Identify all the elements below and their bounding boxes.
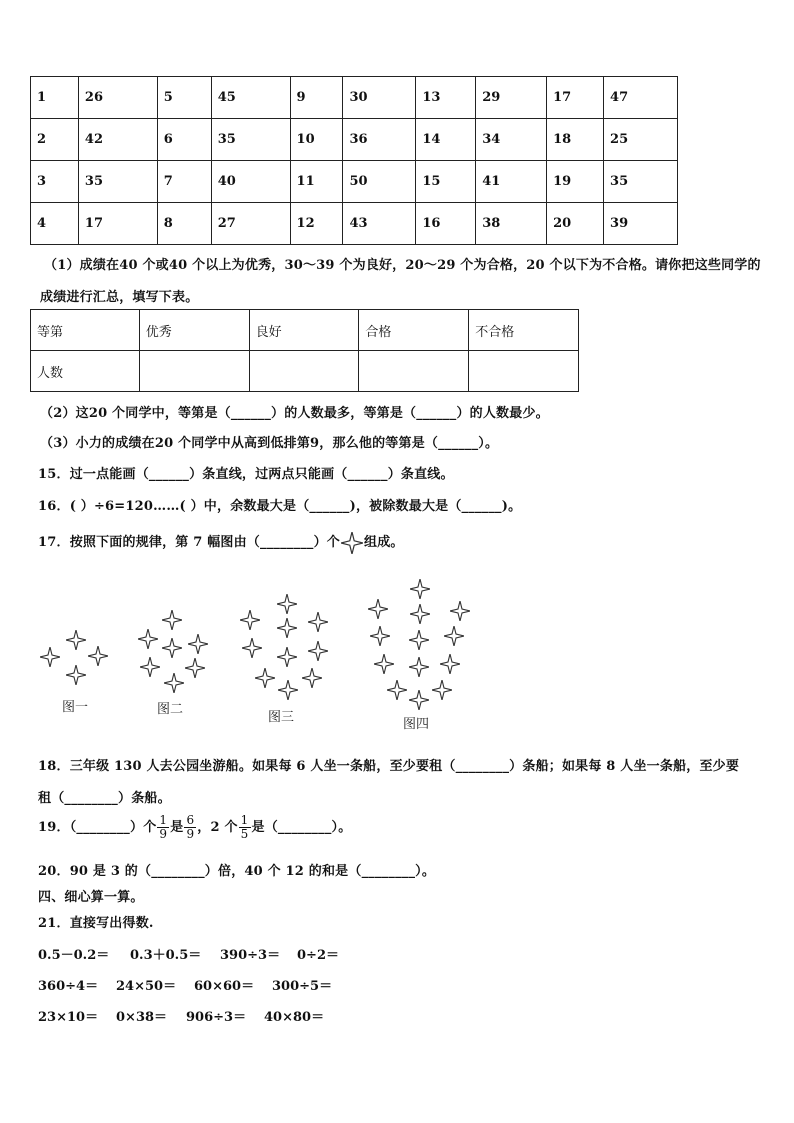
score-cell: 35 xyxy=(211,119,290,161)
score-cell: 42 xyxy=(78,119,157,161)
score-cell: 39 xyxy=(604,203,678,245)
score-cell: 41 xyxy=(476,161,547,203)
calc-item: 0.3＋0.5＝ xyxy=(130,948,202,963)
student-number-cell: 9 xyxy=(290,77,343,119)
score-cell: 26 xyxy=(78,77,157,119)
calc-item: 0×38＝ xyxy=(116,1010,168,1025)
four-point-star-icon xyxy=(387,680,407,700)
figure-label-4: 图四 xyxy=(403,717,430,732)
grade-summary-table xyxy=(30,309,579,392)
figure-label-2: 图二 xyxy=(157,702,184,717)
grade-header-cell: 合格 xyxy=(359,310,469,351)
figure-label-3: 图三 xyxy=(268,710,295,725)
calc-row xyxy=(38,944,357,963)
calc-item: 23×10＝ xyxy=(38,1010,99,1025)
calc-item: 0÷2＝ xyxy=(297,948,339,963)
four-point-star-icon xyxy=(444,626,464,646)
student-number-cell: 10 xyxy=(290,119,343,161)
grade-header-cell: 等第 xyxy=(31,310,140,351)
student-number-cell: 15 xyxy=(416,161,476,203)
q17-text-before: 17．按照下面的规律，第 7 幅图由（________）个 xyxy=(38,535,340,550)
calc-item: 60×60＝ xyxy=(194,979,255,994)
four-point-star-icon xyxy=(341,532,363,554)
calc-row xyxy=(38,975,332,994)
student-number-cell: 6 xyxy=(157,119,211,161)
score-cell: 43 xyxy=(343,203,416,245)
answer-cell-fail[interactable] xyxy=(469,351,579,392)
student-number-cell: 8 xyxy=(157,203,211,245)
four-point-star-icon xyxy=(302,668,322,688)
four-point-star-icon xyxy=(409,630,429,650)
section-4-heading: 四、细心算一算。 xyxy=(38,890,144,905)
q19 xyxy=(38,814,351,841)
calc-row xyxy=(38,1006,324,1025)
score-cell: 35 xyxy=(604,161,678,203)
student-number-cell: 2 xyxy=(31,119,79,161)
calc-item: 906÷3＝ xyxy=(186,1010,247,1025)
calc-item: 300÷5＝ xyxy=(272,979,333,994)
score-cell: 45 xyxy=(211,77,290,119)
q18-line1: 18．三年级 130 人去公园坐游船。如果每 6 人坐一条船，至少要租（________）条船；如果每 8 人坐一条船，至少要 xyxy=(38,759,740,774)
calc-item: 40×80＝ xyxy=(264,1010,325,1025)
student-number-cell: 1 xyxy=(31,77,79,119)
q14-part3: （3）小力的成绩在20 个同学中从高到低排第9，那么他的等第是（______）。 xyxy=(40,436,499,451)
four-point-star-icon xyxy=(308,612,328,632)
grade-header-cell: 不合格 xyxy=(469,310,579,351)
four-point-star-icon xyxy=(140,657,160,677)
score-cell: 36 xyxy=(343,119,416,161)
four-point-star-icon xyxy=(410,604,430,624)
q19-part-a: 19．（________）个 xyxy=(38,820,157,835)
q17 xyxy=(38,531,404,554)
score-cell: 30 xyxy=(343,77,416,119)
student-number-cell: 20 xyxy=(547,203,604,245)
four-point-star-icon xyxy=(162,638,182,658)
score-cell: 47 xyxy=(604,77,678,119)
student-number-cell: 11 xyxy=(290,161,343,203)
answer-cell-pass[interactable] xyxy=(359,351,469,392)
four-point-star-icon xyxy=(410,579,430,599)
four-point-star-icon xyxy=(450,601,470,621)
student-number-cell: 17 xyxy=(547,77,604,119)
q19-part-c: ，2 个 xyxy=(197,820,238,835)
grade-count-row xyxy=(31,351,579,392)
four-point-star-icon xyxy=(368,599,388,619)
four-point-star-icon xyxy=(255,668,275,688)
student-number-cell: 3 xyxy=(31,161,79,203)
four-point-star-icon xyxy=(277,647,297,667)
student-number-cell: 4 xyxy=(31,203,79,245)
q14-part1-line1: （1）成绩在40 个或40 个以上为优秀，30～39 个为良好，20～29 个为合格，20 个以下为不合格。请你把这些同学的 xyxy=(44,258,761,273)
q18-line2: 租（________）条船。 xyxy=(38,791,171,806)
score-row xyxy=(31,119,678,161)
fraction-six-ninths: $\frac{6}{9}$ xyxy=(186,813,195,841)
score-cell: 27 xyxy=(211,203,290,245)
q14-part2: （2）这20 个同学中，等第是（______）的人数最多，等第是（______）的人数最少。 xyxy=(40,406,549,421)
student-number-cell: 19 xyxy=(547,161,604,203)
score-row xyxy=(31,203,678,245)
score-table xyxy=(30,76,678,245)
four-point-star-icon xyxy=(66,630,86,650)
four-point-star-icon xyxy=(432,680,452,700)
score-cell: 50 xyxy=(343,161,416,203)
four-point-star-icon xyxy=(370,626,390,646)
four-point-star-icon xyxy=(162,610,182,630)
grade-header-cell: 良好 xyxy=(249,310,359,351)
student-number-cell: 16 xyxy=(416,203,476,245)
fraction-one-fifth: $\frac{1}{5}$ xyxy=(240,813,249,841)
four-point-star-icon xyxy=(88,646,108,666)
four-point-star-icon xyxy=(374,654,394,674)
q14-part1-line2: 成绩进行汇总，填写下表。 xyxy=(40,290,199,305)
score-row xyxy=(31,161,678,203)
four-point-star-icon xyxy=(409,690,429,710)
score-row xyxy=(31,77,678,119)
score-cell: 29 xyxy=(476,77,547,119)
q16: 16．( ）÷6=120……( ）中，余数最大是（______)，被除数最大是（______)。 xyxy=(38,499,522,514)
four-point-star-icon xyxy=(277,594,297,614)
q19-part-d: 是（________）。 xyxy=(251,820,352,835)
four-point-star-icon xyxy=(164,673,184,693)
four-point-star-icon xyxy=(188,634,208,654)
q20: 20．90 是 3 的（________）倍，40 个 12 的和是（________）。 xyxy=(38,864,436,879)
score-cell: 35 xyxy=(78,161,157,203)
four-point-star-icon xyxy=(409,657,429,677)
answer-cell-good[interactable] xyxy=(249,351,359,392)
score-cell: 25 xyxy=(604,119,678,161)
student-number-cell: 5 xyxy=(157,77,211,119)
score-cell: 40 xyxy=(211,161,290,203)
four-point-star-icon xyxy=(440,654,460,674)
calc-item: 360÷4＝ xyxy=(38,979,99,994)
four-point-star-icon xyxy=(278,680,298,700)
q17-text-after: 组成。 xyxy=(364,535,404,550)
student-number-cell: 7 xyxy=(157,161,211,203)
score-cell: 34 xyxy=(476,119,547,161)
figure-label-1: 图一 xyxy=(62,700,89,715)
grade-header-cell: 优秀 xyxy=(139,310,249,351)
four-point-star-icon xyxy=(66,665,86,685)
score-cell: 38 xyxy=(476,203,547,245)
student-number-cell: 18 xyxy=(547,119,604,161)
four-point-star-icon xyxy=(308,641,328,661)
calc-item: 0.5－0.2＝ xyxy=(38,948,110,963)
four-point-star-icon xyxy=(242,638,262,658)
score-cell: 17 xyxy=(78,203,157,245)
q15: 15．过一点能画（______）条直线，过两点只能画（______）条直线。 xyxy=(38,467,454,482)
grade-header-row xyxy=(31,310,579,351)
student-number-cell: 12 xyxy=(290,203,343,245)
fraction-one-ninth: $\frac{1}{9}$ xyxy=(159,813,168,841)
four-point-star-icon xyxy=(138,629,158,649)
four-point-star-icon xyxy=(277,618,297,638)
student-number-cell: 13 xyxy=(416,77,476,119)
four-point-star-icon xyxy=(185,658,205,678)
student-number-cell: 14 xyxy=(416,119,476,161)
q19-part-b: 是 xyxy=(170,820,184,835)
grade-row-label: 人数 xyxy=(31,351,140,392)
calc-item: 390÷3＝ xyxy=(220,948,281,963)
four-point-star-icon xyxy=(240,610,260,630)
q21-title: 21．直接写出得数. xyxy=(38,916,154,931)
four-point-star-icon xyxy=(40,647,60,667)
answer-cell-excellent[interactable] xyxy=(139,351,249,392)
calc-item: 24×50＝ xyxy=(116,979,177,994)
